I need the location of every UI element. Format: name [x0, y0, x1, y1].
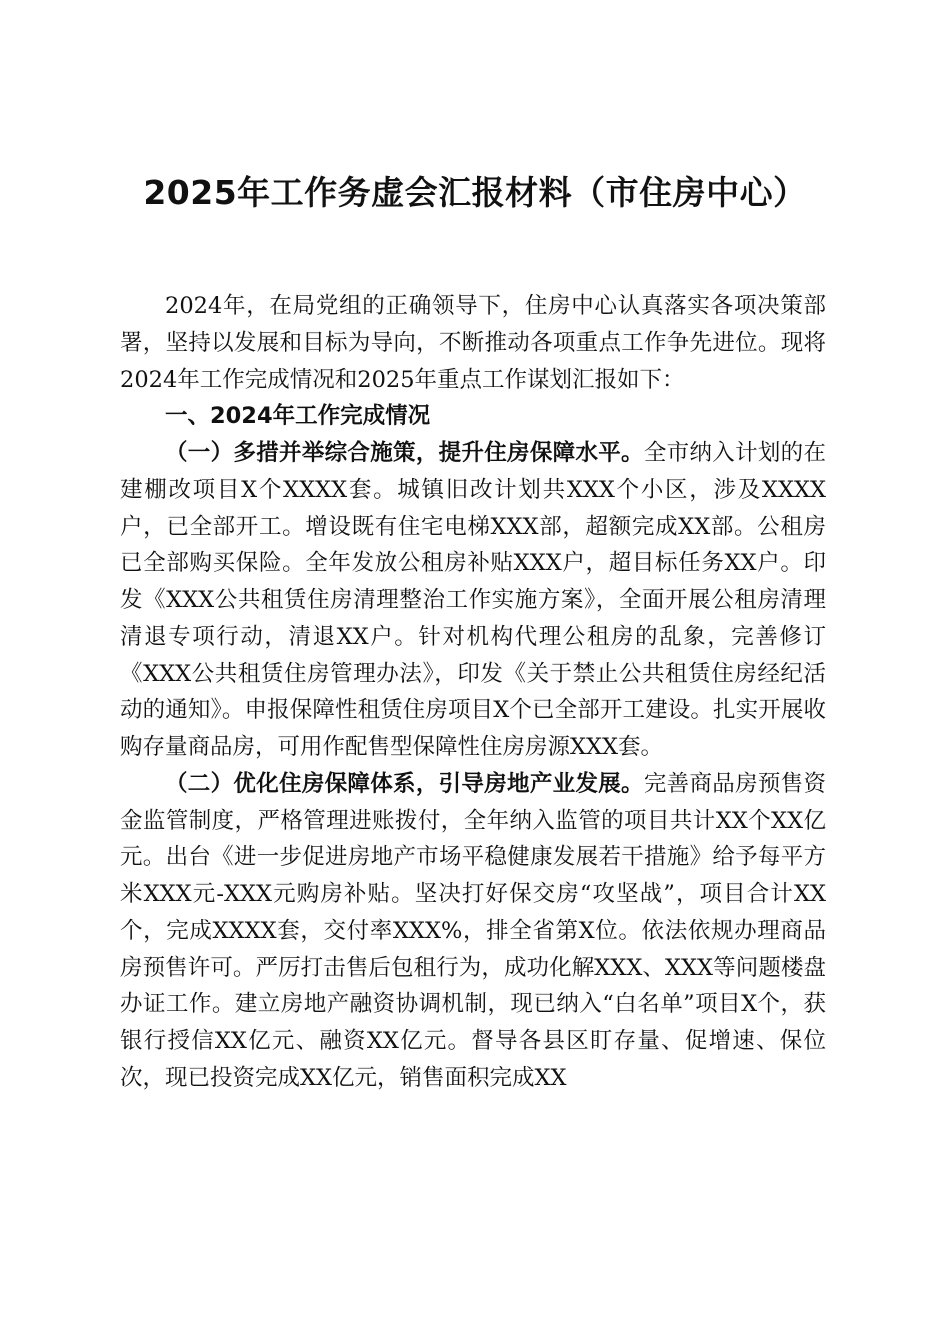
- document-title: 2025年工作务虚会汇报材料（市住房中心）: [143, 173, 807, 212]
- subsection-2-text: 完善商品房预售资金监管制度，严格管理进账拨付，全年纳入监管的项目共计XX个XX亿元。出台《进一步促进房地产市场平稳健康发展若干措施》给予每平方米XXX元-XXX元购房补贴。坚决打好保交房“攻坚战”，项目合计XX个，完成XXXX套，交付率XXX%，排全省第X位。依法依规办理商品房预售许可。严厉打击售后包租行为，成功化解XXX、XXX等问题楼盘办证工作。建立房地产融资协调机制，现已纳入“白名单”项目X个，获银行授信XX亿元、融资XX亿元。督导各县区盯存量、促增速、保位次，现已投资完成XX亿元，销售面积完成XX: [120, 770, 826, 1091]
- section-heading-1: 一、2024年工作完成情况: [165, 403, 431, 430]
- subsection-1-lead: （一）多措并举综合施策，提升住房保障水平。: [165, 440, 644, 466]
- subsection-1-text: 全市纳入计划的在建棚改项目X个XXXX套。城镇旧改计划共XXX个小区，涉及XXXX户，已全部开工。增设既有住宅电梯XXX部，超额完成XX部。公租房已全部购买保险。全年发放公租房补贴XXX户，超目标任务XX户。印发《XXX公共租赁住房清理整治工作实施方案》，全面开展公租房清理清退专项行动，清退XX户。针对机构代理公租房的乱象，完善修订《XXX公共租赁住房管理办法》，印发《关于禁止公共租赁住房经纪活动的通知》。申报保障性租赁住房项目X个已全部开工建设。扎实开展收购存量商品房，可用作配售型保障性住房房源XXX套。: [120, 440, 826, 760]
- document-body: [120, 288, 826, 1097]
- subsection-2-lead: （二）优化住房保障体系，引导房地产业发展。: [165, 770, 644, 797]
- subsection-1-paragraph: [120, 435, 826, 766]
- subsection-2-paragraph: [120, 766, 826, 1097]
- intro-paragraph: 2024年，在局党组的正确领导下，住房中心认真落实各项决策部署，坚持以发展和目标为导向，不断推动各项重点工作争先进位。现将2024年工作完成情况和2025年重点工作谋划汇报如下：: [120, 293, 826, 393]
